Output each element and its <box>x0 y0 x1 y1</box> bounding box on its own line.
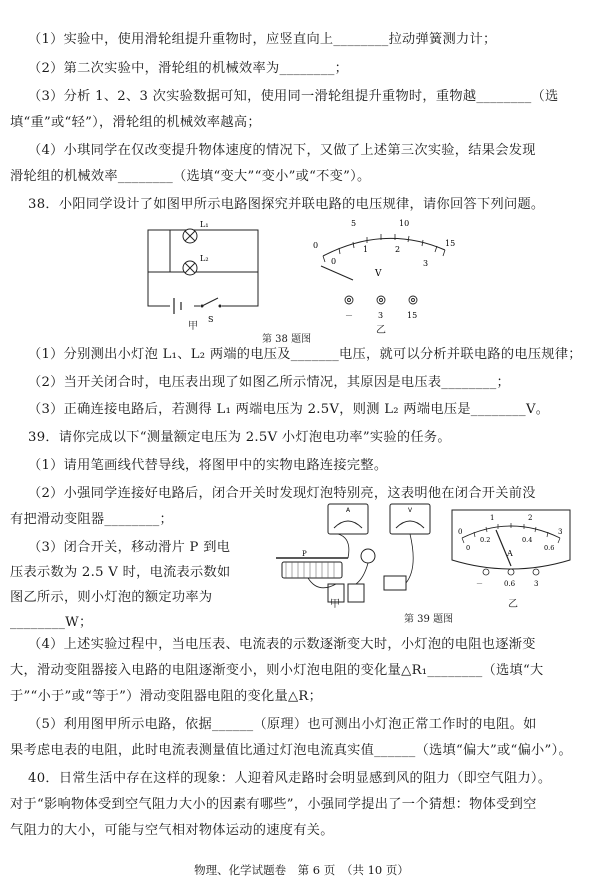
ammeter-terminal-label: － <box>476 580 483 588</box>
q40-stem-cont2: 气阻力的大小，可能与空气相对物体运动的速度有关。 <box>10 823 334 838</box>
battery-cell-icon <box>348 584 364 602</box>
switch-base-icon <box>384 576 406 590</box>
ammeter-terminal-label: 0.6 <box>504 580 516 588</box>
q40-stem-cont1: 对于“影响物体受到空气阻力大小的因素有哪些”，小强同学提出了一个猜想：物体受到空 <box>10 797 537 812</box>
fig39-circuit-label: 甲 <box>330 599 340 610</box>
voltmeter-unit: V <box>375 269 382 279</box>
q39-part4: （4）上述实验过程中，当电压表、电流表的示数逐渐变大时，小灯泡的电阻也逐渐变 <box>28 637 536 652</box>
q39-part1: （1）请用笔画线代替导线，将图甲中的实物电路连接完整。 <box>28 458 388 473</box>
q38-part1: （1）分别测出小灯泡 L₁、L₂ 两端的电压及_______电压，就可以分析并联电路的电压规律； <box>28 347 582 362</box>
q37-part4-cont: 滑轮组的机械效率________（选填“变大”“变小”或“不变”）。 <box>10 169 371 184</box>
ammeter-unit: A <box>507 549 513 558</box>
ammeter-inner-tick: 0.2 <box>480 536 491 544</box>
voltmeter-terminals <box>345 296 417 304</box>
fig39-ammeter <box>446 508 576 598</box>
q39-part5-cont: 果考虑电表的电阻，此时电流表测量值比通过灯泡电流真实值______（选填“偏大”或“偏小”）。 <box>10 743 572 758</box>
q37-part4: （4）小琪同学在仅改变提升物体速度的情况下，又做了上述第三次实验，结果会发现 <box>28 143 536 158</box>
fig39-physical-circuit <box>268 498 440 608</box>
q38-part3: （3）正确连接电路后，若测得 L₁ 两端电压为 2.5V，则测 L₂ 两端电压是________V。 <box>28 402 550 417</box>
switch-label: S <box>208 315 214 324</box>
page-footer: 物理、化学试题卷 第 6 页 （共 10 页） <box>194 863 409 877</box>
q39-part2: （2）小强同学连接好电路后，闭合开关时发现灯泡特别亮，这表明他在闭合开关前没 <box>28 486 536 501</box>
q39-part3-cont3: ________W； <box>10 615 93 630</box>
q39-part3-cont2: 图乙所示，则小灯泡的额定功率为 <box>10 590 213 605</box>
q37-part3-cont: 填“重”或“轻”），滑轮组的机械效率越高； <box>10 115 261 130</box>
ammeter-terminals <box>483 569 539 575</box>
fig38-voltmeter <box>305 214 465 326</box>
circuit-wire-frame <box>148 230 258 306</box>
fig39-caption: 第 39 题图 <box>404 614 454 625</box>
slider-label: P <box>302 550 307 558</box>
voltmeter-label: V <box>408 507 413 514</box>
voltmeter-inner-tick: 0 <box>331 257 337 266</box>
ammeter-outer-tick: 3 <box>558 528 563 536</box>
q39-part3: （3）闭合开关，移动滑片 P 到电 <box>28 540 231 555</box>
ammeter-outer-tick: 0 <box>458 528 463 536</box>
q39-part5: （5）利用图甲所示电路，依据______（原理）也可测出小灯泡正常工作时的电阻。如 <box>28 717 537 732</box>
ammeter-inner-tick: 0 <box>466 544 471 552</box>
voltmeter-outer-tick: 15 <box>445 239 456 248</box>
voltmeter-outer-tick: 0 <box>313 241 319 250</box>
rheostat-icon <box>282 562 342 578</box>
q37-part1: （1）实验中，使用滑轮组提升重物时，应竖直向上________拉动弹簧测力计； <box>28 32 497 47</box>
q39-part3-cont1: 压表示数为 2.5 V 时，电流表示数如 <box>10 565 231 580</box>
ammeter-outer-tick: 1 <box>490 514 495 522</box>
q40-stem: 40．日常生活中存在这样的现象：人迎着风走路时会明显感到风的阻力（即空气阻力）。 <box>28 771 552 786</box>
q39-part2-cont: 有把滑动变阻器________； <box>10 512 174 527</box>
q38-stem: 38．小阳同学设计了如图甲所示电路图探究并联电路的电压规律，请你回答下列问题。 <box>28 197 545 212</box>
q39-part4-cont2: 于”“小于”或“等于”）滑动变阻器电阻的变化量△R； <box>10 689 323 704</box>
ammeter-terminal-label: 3 <box>534 580 539 588</box>
fig38-meter-label: 乙 <box>376 325 386 336</box>
fig39-meter-label: 乙 <box>508 599 518 610</box>
voltmeter-outer-tick: 5 <box>351 219 357 228</box>
fig38-caption: 第 38 题图 <box>262 334 312 345</box>
voltmeter-inner-tick: 3 <box>423 259 429 268</box>
q39-part4-cont1: 大，滑动变阻器接入电路的电阻逐渐变小，则小灯泡电阻的变化量△R₁________（选填“大 <box>10 663 544 678</box>
voltmeter-needle <box>321 266 353 280</box>
ammeter-outer-tick: 2 <box>528 514 533 522</box>
fig38-circuit-diagram <box>140 218 270 328</box>
q38-part2: （2）当开关闭合时，电压表出现了如图乙所示情况，其原因是电压表________； <box>28 375 510 390</box>
fig38-circuit-label: 甲 <box>188 321 198 332</box>
q37-part3: （3）分析 1、2、3 次实验数据可知，使用同一滑轮组提升重物时，重物越________（选 <box>28 89 559 104</box>
ammeter-inner-tick: 0.4 <box>522 536 533 544</box>
voltmeter-outer-tick: 10 <box>399 219 410 228</box>
voltmeter-inner-tick: 1 <box>363 245 369 254</box>
voltmeter-inner-tick: 2 <box>395 245 401 254</box>
ammeter-inner-tick: 0.6 <box>544 544 555 552</box>
bulb-icon <box>361 549 375 563</box>
q37-part2: （2）第二次实验中，滑轮组的机械效率为________； <box>28 61 349 76</box>
lamp2-label: L₂ <box>200 254 209 263</box>
ammeter-label: A <box>346 507 351 514</box>
q39-stem: 39．请你完成以下“测量额定电压为 2.5V 小灯泡电功率”实验的任务。 <box>28 430 451 445</box>
voltmeter-terminal-label: － <box>345 311 353 320</box>
voltmeter-terminal-label: 15 <box>407 311 418 320</box>
voltmeter-terminal-label: 3 <box>378 311 384 320</box>
lamp1-label: L₁ <box>200 220 209 229</box>
